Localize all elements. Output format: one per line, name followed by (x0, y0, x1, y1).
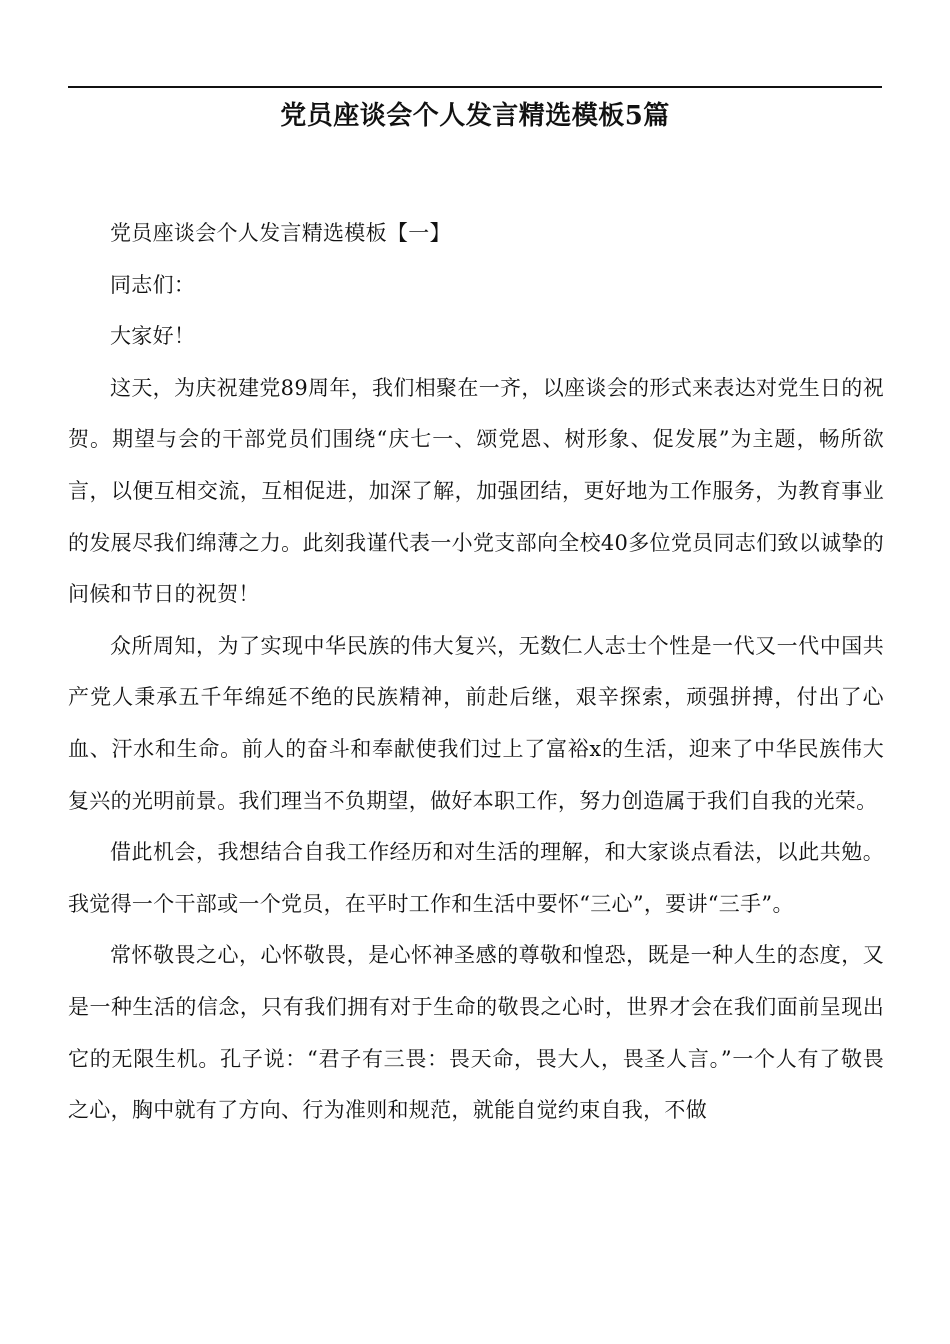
paragraph: 这天，为庆祝建党89周年，我们相聚在一齐，以座谈会的形式来表达对党生日的祝贺。期望与会的干部党员们围绕“庆七一、颂党恩、树形象、促发展”为主题，畅所欲言，以便互相交流，互相促进，加深了解，加强团结，更好地为工作服务，为教育事业的发展尽我们绵薄之力。此刻我谨代表一小党支部向全校40多位党员同志们致以诚挚的问候和节日的祝贺！ (68, 375, 884, 607)
document-title: 党员座谈会个人发言精选模板5篇 (280, 101, 670, 131)
greeting: 大家好！ (110, 324, 196, 349)
header-rule (68, 86, 882, 88)
paragraph: 借此机会，我想结合自我工作经历和对生活的理解，和大家谈点看法，以此共勉。我觉得一个干部或一个党员，在平时工作和生活中要怀“三心”，要讲“三手”。 (68, 840, 884, 916)
paragraph: 众所周知，为了实现中华民族的伟大复兴，无数仁人志士个性是一代又一代中国共产党人秉承五千年绵延不绝的民族精神，前赴后继，艰辛探索，顽强拼搏，付出了心血、汗水和生命。前人的奋斗和奉献使我们过上了富裕x的生活，迎来了中华民族伟大复兴的光明前景。我们理当不负期望，做好本职工作，努力创造属于我们自我的光荣。 (68, 633, 884, 813)
paragraph: 常怀敬畏之心，心怀敬畏，是心怀神圣感的尊敬和惶恐，既是一种人生的态度，又是一种生活的信念，只有我们拥有对于生命的敬畏之心时，世界才会在我们面前呈现出它的无限生机。孔子说：“君子有三畏：畏天命，畏大人，畏圣人言。”一个人有了敬畏之心，胸中就有了方向、行为准则和规范，就能自觉约束自我，不做 (68, 943, 884, 1123)
salutation: 同志们： (110, 272, 196, 297)
document-body (68, 208, 884, 1137)
section-heading: 党员座谈会个人发言精选模板【一】 (110, 221, 451, 245)
